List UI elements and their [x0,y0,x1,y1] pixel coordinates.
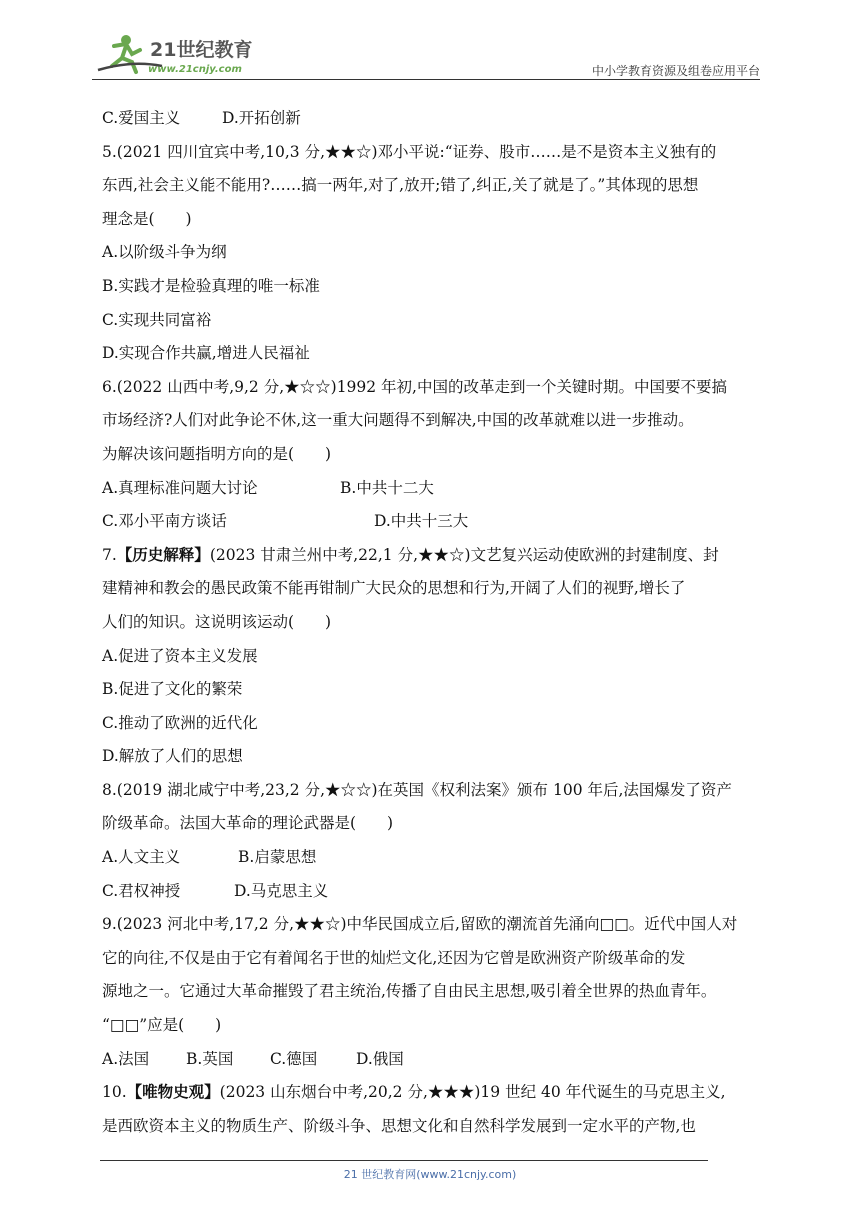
option-b: B.英国 [186,1049,234,1068]
option-b: B.实践才是检验真理的唯一标准 [102,276,320,295]
option-line [102,875,762,909]
option-d: D.开拓创新 [222,109,301,127]
platform-name: 中小学教育资源及组卷应用平台 [591,64,760,78]
option-a: A.真理标准问题大讨论 [102,478,258,497]
question-10-stem-cont: 是西欧资本主义的物质生产、阶级斗争、思想文化和自然科学发展到一定水平的产物,也 [102,1116,696,1135]
option-line [102,1043,762,1077]
option-b: B.促进了文化的繁荣 [102,680,243,699]
option-a: A.人文主义 [102,848,181,867]
option-d: D.中共十三大 [374,512,469,531]
question-number: 10. [102,1083,127,1102]
option-line [102,102,762,136]
question-6-stem-cont: 市场经济?人们对此争论不休,这一重大问题得不到解决,中国的改革就难以进一步推动。 [102,411,694,430]
question-tag: 【唯物史观】 [126,1083,220,1102]
question-7-stem-cont: 建精神和教会的愚民政策不能再钳制广大民众的思想和行为,开阔了人们的视野,增长了 [102,579,686,598]
question-5-stem-end: 理念是( ) [102,209,192,228]
option-c: C.推动了欧洲的近代化 [102,713,258,732]
option-a: A.以阶级斗争为纲 [102,243,227,262]
option-c: C.爱国主义 [102,109,181,127]
question-9-stem: 9.(2023 河北中考,17,2 分,★★☆)中华民国成立后,留欧的潮流首先涌向□□。近代中国人对 [102,915,738,934]
option-c: C.君权神授 [102,881,181,900]
question-9-stem-end: “□□”应是( ) [102,1016,222,1035]
option-a: A.促进了资本主义发展 [102,646,258,665]
option-c: C.德国 [270,1049,318,1068]
option-line [102,505,762,539]
question-number: 7. [102,545,117,564]
question-8-stem: 8.(2019 湖北咸宁中考,23,2 分,★☆☆)在英国《权利法案》颁布 100 年后,法国爆发了资产 [102,780,732,799]
logo-url: www.21cnjy.com [148,64,242,75]
option-d: D.俄国 [356,1049,404,1068]
option-d: D.解放了人们的思想 [102,747,243,766]
question-7-stem-end: 人们的知识。这说明该运动( ) [102,612,332,631]
page-header [92,30,760,80]
question-9-stem-cont: 它的向往,不仅是由于它有着闻名于世的灿烂文化,还因为它曾是欧洲资产阶级革命的发 [102,948,686,967]
option-b: B.中共十二大 [340,478,434,497]
logo-text: 21世纪教育 [150,39,253,61]
question-6-stem-end: 为解决该问题指明方向的是( ) [102,444,332,463]
option-d: D.实现合作共赢,增进人民福祉 [102,344,310,363]
question-5-stem-cont: 东西,社会主义能不能用?……搞一两年,对了,放开;错了,纠正,关了就是了。”其体现的思想 [102,176,699,195]
document-body [102,102,762,1143]
option-c: C.邓小平南方谈话 [102,512,227,531]
question-text: (2023 甘肃兰州中考,22,1 分,★★☆)文艺复兴运动使欧洲的封建制度、封 [209,545,719,564]
site-logo [92,30,262,78]
question-6-stem: 6.(2022 山西中考,9,2 分,★☆☆)1992 年初,中国的改革走到一个关键时期。中国要不要搞 [102,377,727,396]
page-footer: 21 世纪教育网(www.21cnjy.com) [343,1168,517,1181]
option-b: B.启蒙思想 [238,848,317,867]
header-divider [92,79,760,80]
question-10-stem [102,1076,762,1110]
question-5-stem: 5.(2021 四川宜宾中考,10,3 分,★★☆)邓小平说:“证券、股市……是不是资本主义独有的 [102,142,717,161]
option-line [102,472,762,506]
option-c: C.实现共同富裕 [102,310,212,329]
question-9-stem-cont: 源地之一。它通过大革命摧毁了君主统治,传播了自由民主思想,吸引着全世界的热血青年。 [102,982,717,1001]
question-7-stem [102,539,762,573]
footer-divider [100,1160,708,1161]
option-a: A.法国 [102,1049,150,1068]
option-line [102,841,762,875]
question-text: (2023 山东烟台中考,20,2 分,★★★)19 世纪 40 年代诞生的马克思主义, [219,1083,726,1102]
option-d: D.马克思主义 [234,881,329,900]
question-tag: 【历史解释】 [116,545,210,564]
question-8-stem-end: 阶级革命。法国大革命的理论武器是( ) [102,814,394,833]
